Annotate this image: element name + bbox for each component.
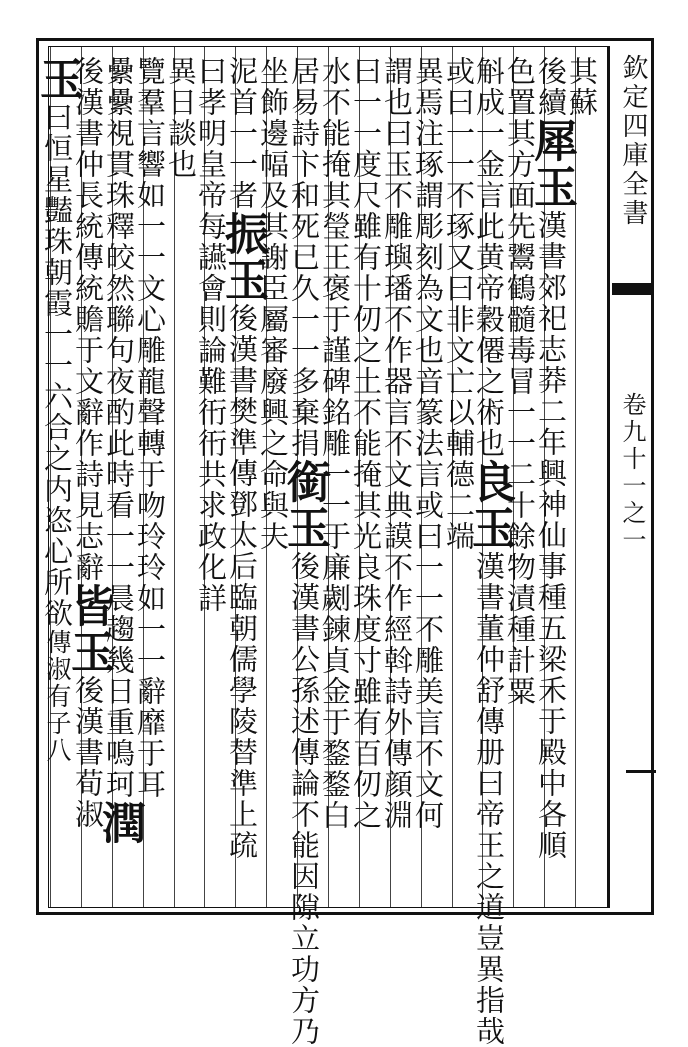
entry-text: 漢書董仲舒傳册曰帝王之道豈異指哉 — [472, 551, 506, 1047]
margin-fish-tail-mark — [612, 283, 652, 295]
entry-text: 後漢書公孫述傳論不能因隙立功方乃 — [287, 551, 321, 1047]
text-column — [464, 56, 515, 1047]
entry-text: 後漢書樊準傳鄧太后臨朝儒學陵替準上疏 — [225, 303, 259, 861]
volume-label: 卷九十一之一 — [618, 392, 646, 554]
entry-heading: 銜玉 — [279, 459, 330, 551]
entry-text: 其蘇 — [565, 56, 599, 118]
text-column — [133, 56, 173, 902]
entry-text: 謂也曰玉不雕璵璠不作器言不文典謨不作經斡詩外傳顔淵 — [380, 56, 414, 831]
text-column — [411, 56, 451, 902]
entry-heading: 良玉 — [464, 459, 515, 551]
margin-fold-mark — [626, 770, 656, 773]
text-column — [32, 56, 83, 902]
text-column — [442, 56, 482, 902]
entry-text: 斛成一金言此黄帝穀僊之術也 — [472, 56, 506, 459]
entry-text: 曰孝明皇帝每讌會則論難衎衎共求政化詳 — [194, 56, 228, 614]
entry-heading: 振玉 — [217, 211, 268, 303]
text-column — [565, 56, 605, 902]
entry-text: 水不能掩其瑩王褒于謹碑銘雕一一于廉劌鍊貞金于鍪鍪白 — [318, 56, 352, 831]
entry-text: 居易詩卞和死已久一一多棄捐 — [287, 56, 321, 459]
text-column — [164, 56, 204, 902]
text-column — [217, 56, 268, 902]
text-column — [380, 56, 420, 902]
text-column — [279, 56, 330, 1047]
entry-heading: 皆玉 — [63, 583, 114, 675]
entry-text: 曰一一度尺雖有十仞之土不能掩其光良珠度寸雖有百仞之 — [349, 56, 383, 831]
entry-text: 異焉注琢謂彫刻為文也音篆法言或曰一一不雕美言不文何 — [411, 56, 445, 831]
entry-heading: 玉 — [32, 56, 83, 102]
entry-text: 或曰一一不琢又曰非文亡以輔德二端 — [442, 56, 476, 552]
book-title: 欽定四庫全書 — [618, 54, 648, 228]
text-column — [194, 56, 234, 902]
entry-text: 曰恒星豔珠朝霞一一六合之内恣心所欲 — [40, 102, 74, 629]
text-column — [256, 56, 296, 902]
margin-rule — [608, 46, 610, 908]
text-column — [94, 56, 145, 902]
entry-text: 後續 — [534, 56, 568, 118]
entry-text: 泥首一一者 — [225, 56, 259, 211]
entry-text: 色置其方面先鬻鶴髓毒冒一一二十餘物漬種計粟 — [503, 56, 537, 707]
entry-text: 漢書郊祀志莽二年興神仙事種五梁禾于殿中各順 — [534, 210, 568, 861]
entry-text: 覽羣言響如一一文心雕龍聲轉于吻玲玲如一一辭靡于耳 — [133, 56, 167, 800]
text-column — [526, 56, 577, 902]
text-column — [349, 56, 389, 902]
entry-text: 異日談也 — [164, 56, 198, 180]
entry-text: 後漢書荀淑 — [71, 675, 105, 830]
entry-text: 坐飾邊幅及其謝臣屬審廢興之命與夫 — [256, 56, 290, 552]
text-column — [503, 56, 543, 902]
entry-heading: 犀玉 — [526, 118, 577, 210]
entry-text: 纍纍視貫珠釋皎然聯句夜酌此時看一一晨趨幾日重鳴珂 — [102, 56, 136, 800]
entry-text: 後漢書仲長統傳統贍于文辭作詩見志辭 — [71, 56, 105, 583]
text-column — [318, 56, 358, 902]
entry-heading: 潤 — [94, 800, 145, 846]
text-column — [63, 56, 114, 902]
entry-text: 傳淑有子八 — [43, 629, 72, 764]
